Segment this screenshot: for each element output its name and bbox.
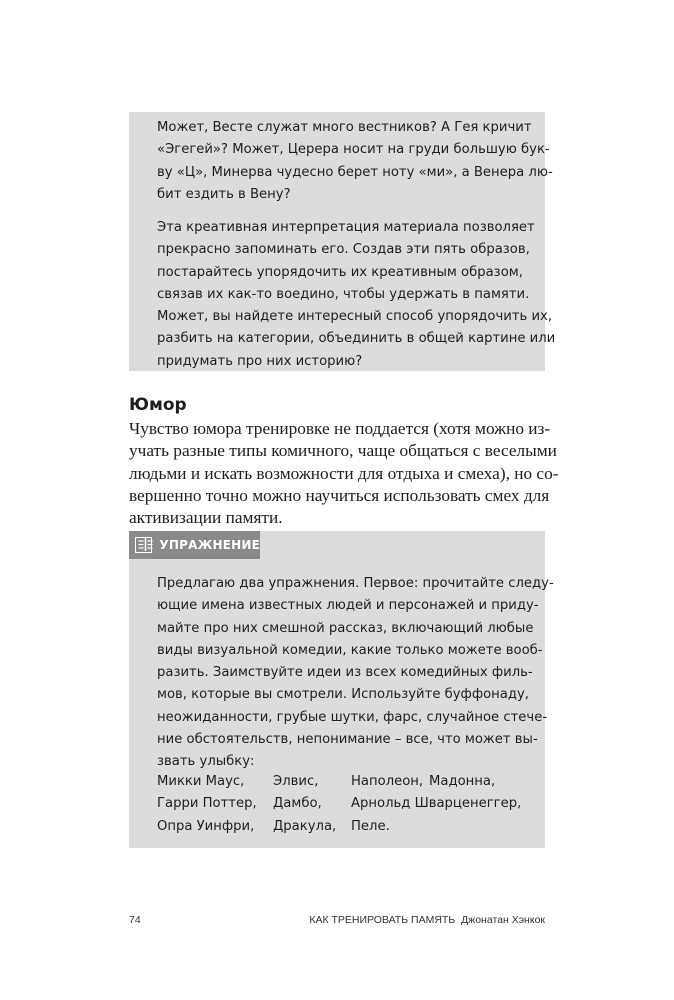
name-item: Дамбо, bbox=[273, 796, 322, 812]
intro-paragraph-1 bbox=[157, 117, 553, 206]
text-line: неожиданности, грубые шутки, фарс, случайное стече- bbox=[157, 709, 548, 725]
text-line: постарайтесь упорядочить их креативным образом, bbox=[157, 264, 523, 280]
name-item: Опра Уинфри, bbox=[157, 818, 255, 834]
text-line: вершенно точно можно научиться использовать смех для bbox=[129, 485, 550, 505]
section-body bbox=[129, 418, 559, 529]
name-item: Элвис, bbox=[273, 774, 319, 789]
name-item: Пеле. bbox=[351, 818, 390, 834]
book-title: КАК ТРЕНИРОВАТЬ ПАМЯТЬ bbox=[309, 914, 456, 926]
book-icon bbox=[135, 537, 152, 553]
names-row bbox=[157, 816, 527, 838]
exercise-tag bbox=[129, 531, 260, 559]
book-author: Джонатан Хэнкок bbox=[461, 914, 545, 926]
name-item: Гарри Поттер, bbox=[157, 796, 257, 812]
text-line: бит ездить в Вену? bbox=[157, 186, 291, 202]
text-line: ющие имена известных людей и персонажей и приду- bbox=[157, 598, 539, 614]
running-footer bbox=[309, 914, 545, 926]
text-line: разить. Заимствуйте идеи из всех комедийных филь- bbox=[157, 665, 533, 681]
text-line: Может, вы найдете интересный способ упорядочить их, bbox=[157, 309, 553, 325]
section-heading: Юмор bbox=[129, 395, 187, 415]
text-line: виды визуальной комедии, какие только можете вооб- bbox=[157, 642, 543, 658]
text-line: разбить на категории, объединить в общей картине или bbox=[157, 331, 556, 347]
text-line: мов, которые вы смотрели. Используйте буффонаду, bbox=[157, 687, 529, 703]
text-line: людьми и искать возможности для отдыха и смеха), но со- bbox=[129, 463, 559, 483]
name-item: Мадонна, bbox=[429, 774, 496, 789]
page-number: 74 bbox=[129, 914, 141, 926]
text-line: «Эгегей»? Может, Церера носит на груди большую бук- bbox=[157, 142, 550, 158]
text-line: майте про них смешной рассказ, включающий любые bbox=[157, 620, 534, 636]
text-line: Эта креативная интерпретация материала позволяет bbox=[157, 220, 535, 235]
text-line: ние обстоятельств, непонимание – все, что может вы- bbox=[157, 732, 538, 748]
intro-paragraph-2 bbox=[157, 217, 556, 373]
text-line: придумать про них историю? bbox=[157, 353, 363, 369]
name-item: Микки Маус, bbox=[157, 774, 245, 789]
exercise-paragraph bbox=[157, 573, 554, 774]
names-list bbox=[157, 771, 527, 838]
text-line: учать разные типы комичного, чаще общаться с веселыми bbox=[129, 441, 557, 461]
name-item: Арнольд Шварценеггер, bbox=[351, 796, 522, 812]
name-item: Дракула, bbox=[273, 818, 337, 834]
names-row bbox=[157, 793, 527, 815]
text-line: звать улыбку: bbox=[157, 754, 255, 770]
name-item: Наполеон, bbox=[351, 774, 424, 789]
text-line: активизации памяти. bbox=[129, 508, 283, 528]
text-line: связав их как-то воедино, чтобы удержать в памяти. bbox=[157, 286, 530, 302]
text-line: Предлагаю два упражнения. Первое: прочитайте следу- bbox=[157, 576, 554, 591]
text-line: Чувство юмора тренировке не поддается (хотя можно из- bbox=[129, 419, 551, 438]
exercise-tag-label: УПРАЖНЕНИЕ bbox=[159, 538, 260, 552]
names-row bbox=[157, 771, 527, 793]
text-line: ву «Ц», Минерва чудесно берет ноту «ми», а Венера лю- bbox=[157, 164, 553, 180]
text-line: прекрасно запоминать его. Создав эти пять образов, bbox=[157, 242, 530, 258]
text-line: Может, Весте служат много вестников? А Гея кричит bbox=[157, 120, 532, 135]
